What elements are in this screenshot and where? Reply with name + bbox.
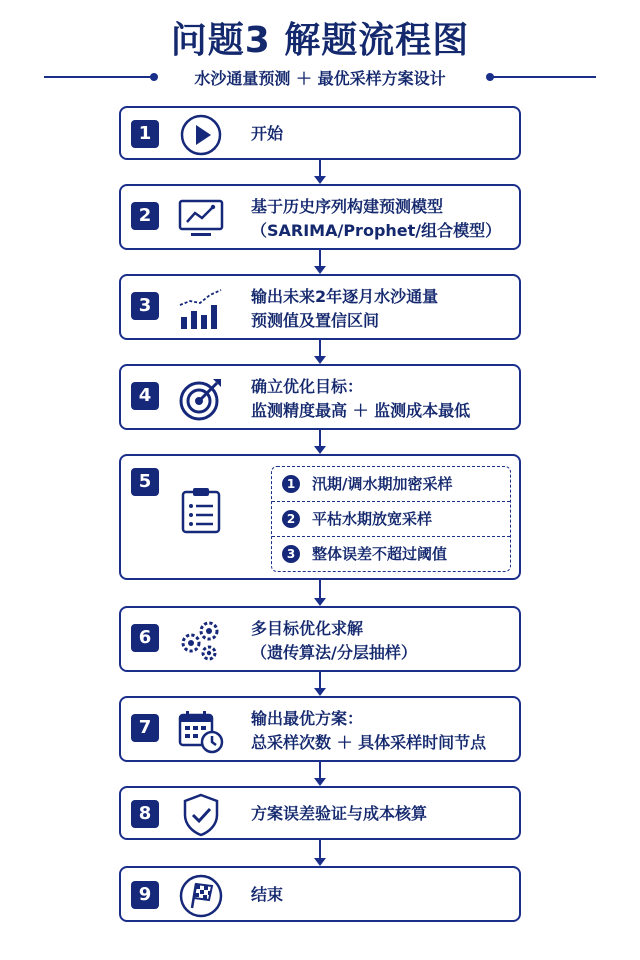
sub-step-text: 平枯水期放宽采样 <box>312 510 433 528</box>
line-chart-monitor-icon <box>177 195 225 243</box>
flow-arrow <box>313 672 327 696</box>
sub-step-number: 3 <box>282 545 300 563</box>
step-number: 3 <box>131 292 159 320</box>
step-text <box>251 707 509 755</box>
clipboard-icon <box>177 486 225 534</box>
sub-step-text: 汛期/调水期加密采样 <box>312 475 453 493</box>
step-line: 确立优化目标： <box>251 377 364 396</box>
flow-arrow <box>313 840 327 866</box>
step-number: 8 <box>131 800 159 828</box>
diagram-title: 问题3 解题流程图 <box>170 20 470 61</box>
step-5 <box>119 454 521 580</box>
step-number: 7 <box>131 714 159 742</box>
step-line: （遗传算法/分层抽样） <box>251 643 417 662</box>
subtitle-rule-right <box>490 76 596 78</box>
subtitle-dot-left <box>150 73 158 81</box>
step-7 <box>119 696 521 762</box>
step-line: 开始 <box>251 124 284 143</box>
shield-check-icon <box>177 791 225 839</box>
step-line: 预测值及置信区间 <box>251 311 380 330</box>
step-6 <box>119 606 521 672</box>
subtitle-row <box>0 66 640 88</box>
step-4 <box>119 364 521 430</box>
diagram-subtitle: 水沙通量预测 ＋ 最优采样方案设计 <box>194 69 446 88</box>
step-line: 总采样次数 ＋ 具体采样时间节点 <box>251 733 487 752</box>
flow-arrow <box>313 762 327 786</box>
step-text <box>251 195 509 243</box>
gears-icon <box>177 617 225 665</box>
step-line: 方案误差验证与成本核算 <box>251 804 428 823</box>
step-line: （SARIMA/Prophet/组合模型） <box>251 221 502 240</box>
flow-arrow <box>313 580 327 606</box>
step-text <box>251 617 509 665</box>
step-1 <box>119 106 521 160</box>
step-line: 监测精度最高 ＋ 监测成本最低 <box>251 401 471 420</box>
finish-flag-icon <box>177 872 225 920</box>
step-9 <box>119 866 521 922</box>
step-2 <box>119 184 521 250</box>
step-line: 结束 <box>251 885 284 904</box>
step-number: 4 <box>131 382 159 410</box>
step-line: 多目标优化求解 <box>251 619 364 638</box>
step-text <box>251 883 509 907</box>
step-number: 2 <box>131 202 159 230</box>
play-icon <box>177 111 225 159</box>
flow-arrow <box>313 430 327 454</box>
flow-arrow <box>313 250 327 274</box>
subtitle-rule-left <box>44 76 152 78</box>
step-number: 9 <box>131 881 159 909</box>
step-line: 基于历史序列构建预测模型 <box>251 197 444 216</box>
step-text <box>251 122 509 146</box>
sub-step <box>272 467 510 501</box>
step-8 <box>119 786 521 840</box>
step-line: 输出未来2年逐月水沙通量 <box>251 287 439 306</box>
step-3 <box>119 274 521 340</box>
sub-step-number: 1 <box>282 475 300 493</box>
sub-step-list <box>271 466 511 572</box>
flow-arrow <box>313 160 327 184</box>
sub-step-text: 整体误差不超过阈值 <box>312 545 448 563</box>
bar-chart-icon <box>177 285 225 333</box>
step-number: 6 <box>131 624 159 652</box>
step-text <box>251 285 509 333</box>
flow-arrow <box>313 340 327 364</box>
sub-step-number: 2 <box>282 510 300 528</box>
step-number: 5 <box>131 468 159 496</box>
sub-step <box>272 501 510 536</box>
step-text <box>251 802 509 826</box>
calendar-clock-icon <box>177 707 225 755</box>
target-icon <box>177 375 225 423</box>
step-text <box>251 375 509 423</box>
step-number: 1 <box>131 120 159 148</box>
sub-step <box>272 536 510 571</box>
step-line: 输出最优方案： <box>251 709 364 728</box>
